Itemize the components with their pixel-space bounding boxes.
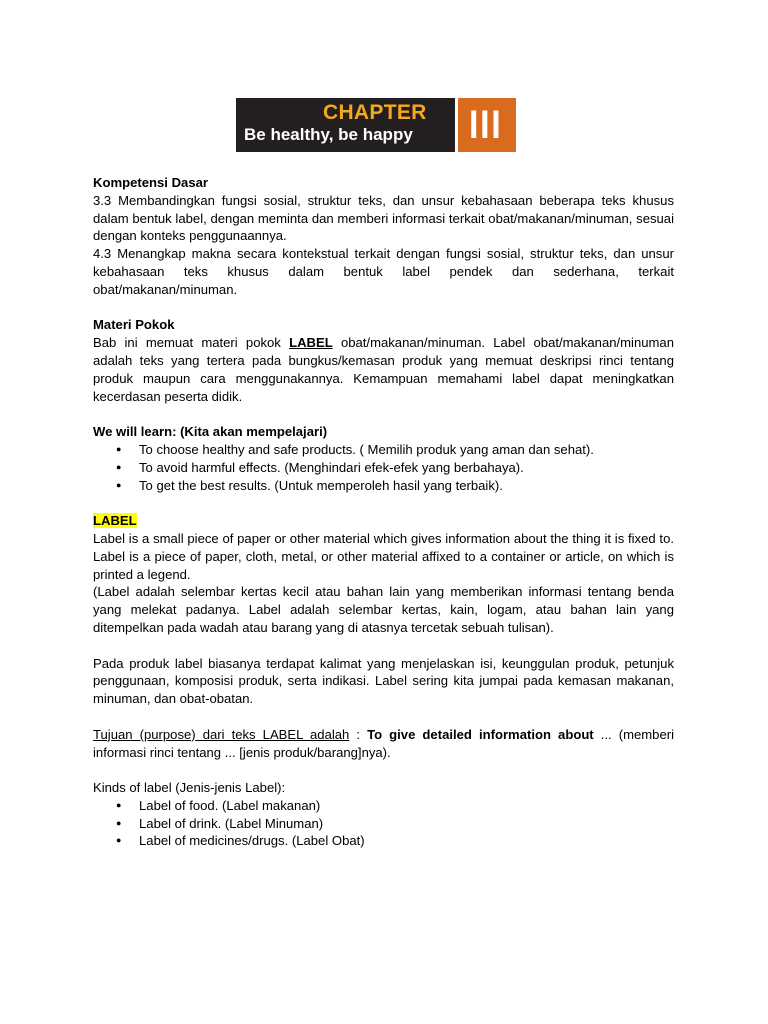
materi-text-before: Bab ini memuat materi pokok (93, 335, 290, 351)
list-item: ● To get the best results. (Untuk memperoleh hasil yang terbaik). (93, 477, 674, 495)
tujuan-bold: To give detailed information about (367, 726, 594, 742)
tujuan-colon: : (349, 726, 368, 742)
materi-heading: Materi Pokok (93, 317, 175, 333)
kompetensi-heading: Kompetensi Dasar (93, 175, 208, 190)
tujuan-paragraph (93, 726, 674, 762)
label-heading-line (93, 512, 674, 530)
list-item: ● To choose healthy and safe products. ( Memilih produk yang aman dan sehat). (93, 441, 674, 459)
kinds-heading: Kinds of label (Jenis-jenis Label): (93, 780, 286, 796)
document-body (93, 174, 674, 850)
list-item: ● To avoid harmful effects. (Menghindari efek-efek yang berbahaya). (93, 459, 674, 477)
spacer (93, 405, 674, 423)
kompetensi-3-3: 3.3 Membandingkan fungsi sosial, struktur teks, dan unsur kebahasaan beberapa teks khusus dalam bentuk label, dengan meminta dan memberi informasi terkait obat/makanan/minuman, sesuai dengan konteks penggunaannya. (93, 192, 674, 244)
kinds-list (93, 797, 674, 850)
spacer (93, 761, 674, 779)
banner-chapter-label: CHAPTER (323, 101, 427, 124)
list-item: ● Label of medicines/drugs. (Label Obat) (93, 832, 674, 850)
label-heading: LABEL (93, 513, 137, 529)
banner-numeral-panel (455, 98, 516, 152)
spacer (93, 299, 674, 317)
materi-label-word: LABEL (289, 335, 333, 351)
label-definition-id: (Label adalah selembar kertas kecil atau bahan lain yang memberikan informasi tentang benda yang melekat padanya. Label adalah selembar kertas, kain, logam, atau bahan lain yang ditempelkan pada wadah atau barang yang di atasnya tercetak sebuah tulisan). (93, 584, 674, 635)
banner-chapter-numeral: III (468, 102, 503, 147)
produk-paragraph: Pada produk label biasanya terdapat kalimat yang menjelaskan isi, keunggulan produk, petunjuk penggunaan, komposisi produk, serta indikasi. Label sering kita jumpai pada kemasan makanan, minuman, dan obat-obatan. (93, 655, 674, 707)
tujuan-rest: ... (memberi informasi rinci tentang ... [jenis produk/barang]nya). (93, 726, 675, 760)
list-item: ● Label of drink. (Label Minuman) (93, 815, 674, 833)
materi-text-after: obat/makanan/minuman. Label obat/makanan/minuman adalah teks yang tertera pada bungkus/kemasan produk yang memuat deskripsi rinci tentang produk maupun cara menggunakannya. Kemampuan memahami label dapat meningkatkan kecerdasan peserta didik. (93, 335, 674, 404)
learn-list (93, 441, 674, 494)
spacer (93, 494, 674, 512)
banner-tagline: Be healthy, be happy (244, 125, 413, 144)
list-item: ● Label of food. (Label makanan) (93, 797, 674, 815)
spacer (93, 708, 674, 726)
banner-divider (455, 98, 458, 152)
materi-paragraph (93, 334, 674, 405)
chapter-banner (236, 98, 516, 152)
banner-title-panel (236, 98, 455, 152)
learn-heading: We will learn: (Kita akan mempelajari) (93, 424, 328, 440)
kompetensi-4-3: 4.3 Menangkap makna secara kontekstual terkait dengan fungsi sosial, struktur teks, dan unsur kebahasaan teks khusus dalam bentuk label pendek dan sederhana, terkait obat/makanan/minuman. (93, 246, 674, 297)
spacer (93, 637, 674, 655)
tujuan-underlined: Tujuan (purpose) dari teks LABEL adalah (93, 726, 350, 742)
label-definition-en: Label is a small piece of paper or other material which gives information about the thing it is fixed to. Label is a piece of paper, cloth, metal, or other material affixed to a container or article, on which is printed a legend. (93, 530, 674, 582)
